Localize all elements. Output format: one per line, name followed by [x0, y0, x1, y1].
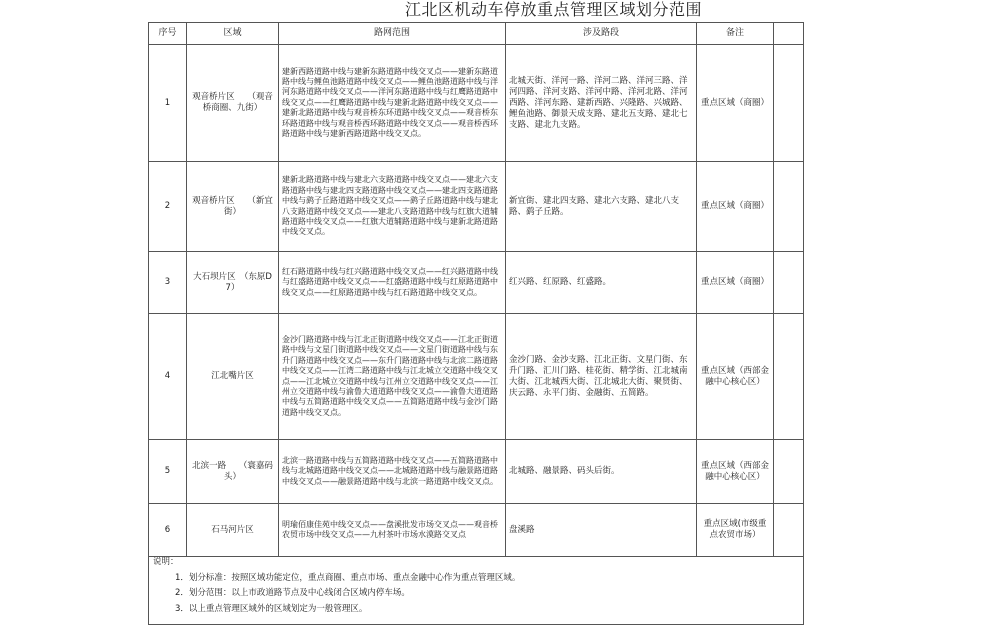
row-extra	[774, 440, 804, 504]
header-extra	[774, 23, 804, 45]
row-area: 观音桥片区 （新宜街）	[187, 162, 279, 252]
table-row	[149, 314, 804, 440]
row-area: 江北嘴片区	[187, 314, 279, 440]
row-no: 2	[149, 162, 187, 252]
row-note: 重点区域(市级重点农贸市场）	[697, 504, 774, 557]
document-title: 江北区机动车停放重点管理区域划分范围	[405, 0, 703, 19]
notes-row	[149, 557, 804, 625]
row-range: 建新西路道路中线与建新东路道路中线交叉点——建新东路道路中线与鲤鱼池路道路中线交叉点——鲤鱼池路道路中线与洋河东路道路中线交叉点——洋河东路道路中线与红鹰路道路中线交叉点——红鹰路道路中线与建新北路道路中线交叉点——建新北路道路中线与观音桥东环道路中线交叉点——观音桥东环路道路中线与观音桥西环路道路中线交叉点——观音桥西环路道路中线与建新西路道路中线交叉点。	[279, 45, 506, 162]
row-extra	[774, 314, 804, 440]
row-no: 6	[149, 504, 187, 557]
row-roads: 北城天街、洋河一路、洋河二路、洋河三路、洋河四路、洋河支路、洋河中路、洋河北路、洋河西路、洋河东路、建新西路、兴隆路、兴城路、鲤鱼池路、御景天成支路、建北五支路、建北七支路、建北九支路。	[506, 45, 697, 162]
row-extra	[774, 504, 804, 557]
notes-cell	[149, 557, 804, 625]
row-no: 1	[149, 45, 187, 162]
header-area: 区域	[187, 23, 279, 45]
row-note: 重点区域（西部金融中心核心区）	[697, 314, 774, 440]
row-note: 重点区域（商圈）	[697, 45, 774, 162]
table-row	[149, 504, 804, 557]
row-area: 北滨一路 （寰嘉码头）	[187, 440, 279, 504]
note-item: 3．以上重点管理区域外的区域划定为一般管理区。	[175, 603, 368, 614]
notes-heading: 说明：	[153, 557, 179, 567]
header-roads: 涉及路段	[506, 23, 697, 45]
row-range: 明瑜佰康佳苑中线交叉点——盘溪批发市场交叉点——观音桥农贸市场中线交叉点——九村茶叶市场水漠路交叉点	[279, 504, 506, 557]
row-roads: 北城路、融景路、码头后街。	[506, 440, 697, 504]
header-range: 路网范围	[279, 23, 506, 45]
table-row	[149, 162, 804, 252]
row-no: 4	[149, 314, 187, 440]
row-extra	[774, 45, 804, 162]
row-range: 金沙门路道路中线与江北正街道路中线交叉点——江北正街道路中线与文星门街道路中线交叉点——文星门街道路中线与东升门路道路中线交叉点——东升门路道路中线与北滨二路道路中线交叉点——江湾二路道路中线与江北城立交道路中线交叉点——江北城立交道路中线与江州立交道路中线交叉点——江州立交道路中线与渝鲁大道道路中线交叉点——渝鲁大道道路中线与五简路道路中线交叉点——五简路道路中线与金沙门路道路中线交叉点。	[279, 314, 506, 440]
header-note: 备注	[697, 23, 774, 45]
note-item: 1．划分标准：按照区域功能定位，重点商圈、重点市场、重点金融中心作为重点管理区域。	[175, 572, 521, 583]
row-no: 5	[149, 440, 187, 504]
table-row	[149, 440, 804, 504]
note-item: 2．划分范围：以上市政道路节点及中心线闭合区域内停车场。	[175, 588, 410, 598]
row-roads: 金沙门路、金沙支路、江北正街、文星门街、东升门路、汇川门路、桂花街、精学街、江北城南大街、江北城西大街、江北城北大街、聚贤街、庆云路、永平门街、金融街、五简路。	[506, 314, 697, 440]
row-roads: 新宜街、建北四支路、建北六支路、建北八支路、鹞子丘路。	[506, 162, 697, 252]
row-area: 观音桥片区 （观音桥商圈、九街）	[187, 45, 279, 162]
row-no: 3	[149, 252, 187, 314]
row-extra	[774, 162, 804, 252]
row-area: 石马河片区	[187, 504, 279, 557]
row-note: 重点区域（西部金融中心核心区）	[697, 440, 774, 504]
header-no: 序号	[149, 23, 187, 45]
row-note: 重点区域（商圈）	[697, 162, 774, 252]
table-row	[149, 45, 804, 162]
row-roads: 红兴路、红原路、红盛路。	[506, 252, 697, 314]
table-row	[149, 252, 804, 314]
row-range: 红石路道路中线与红兴路道路中线交叉点——红兴路道路中线与红盛路道路中线交叉点——红盛路道路中线与红原路道路中线交叉点——红原路道路中线与红石路道路中线交叉点。	[279, 252, 506, 314]
row-area: 大石坝片区 （东原D7）	[187, 252, 279, 314]
row-range: 建新北路道路中线与建北六支路道路中线交叉点——建北六支路道路中线与建北四支路道路中线交叉点——建北四支路道路中线与鹞子丘路道路中线交叉点——鹞子丘路道路中线与建北八支路道路中线交叉点——建北八支路道路中线与红旗大道辅路道路中线交叉点——红旗大道辅路道路中线与建新北路道路中线交叉点。	[279, 162, 506, 252]
row-note: 重点区域（商圈）	[697, 252, 774, 314]
table-header-row	[149, 23, 804, 45]
row-extra	[774, 252, 804, 314]
row-range: 北滨一路道路中线与五简路道路中线交叉点——五简路道路中线与北城路道路中线交叉点——北城路道路中线与融景路道路中线交叉点——融景路道路中线与北滨一路道路中线交叉点。	[279, 440, 506, 504]
zone-table	[148, 22, 804, 625]
row-roads: 盘溪路	[506, 504, 697, 557]
